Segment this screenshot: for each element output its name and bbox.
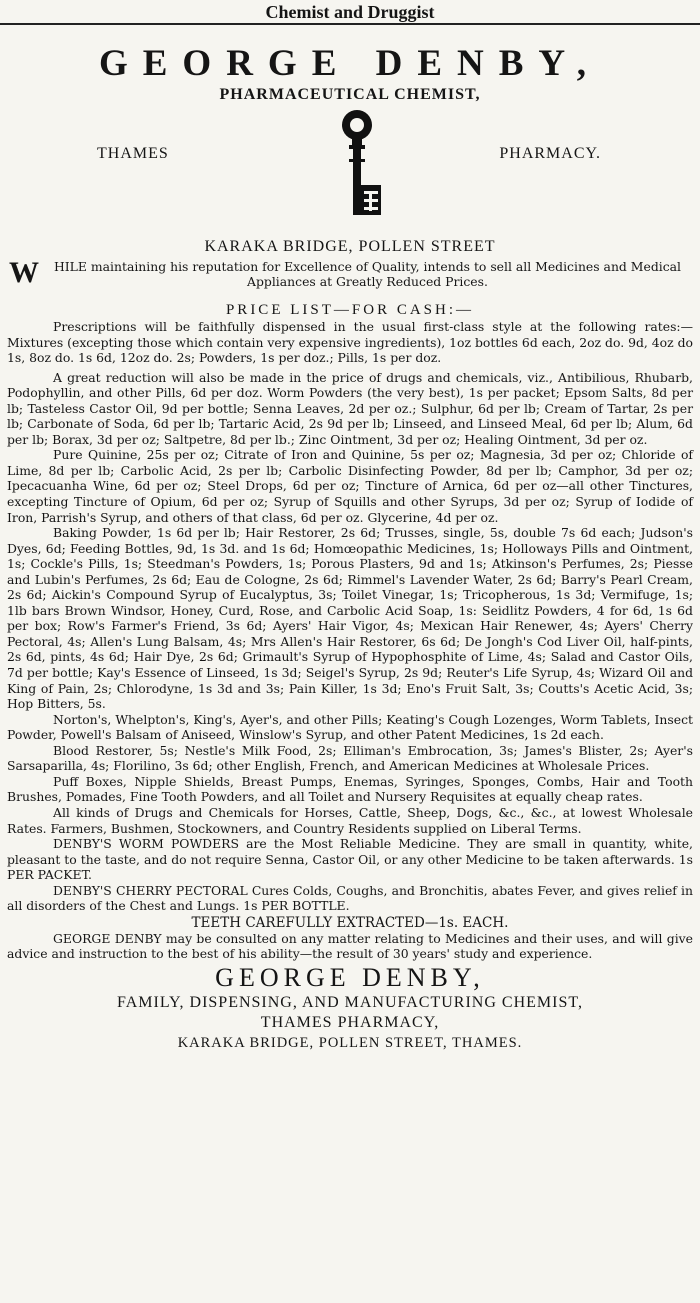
paragraph-toilet: Puff Boxes, Nipple Shields, Breast Pumps, Enemas, Syringes, Sponges, Combs, Hair and Tooth Brushes, Pomades, Fine Tooth Powders, and all Toilet and Nursery Requisites at equally cheap rates. xyxy=(7,773,693,805)
intro-text: HILE maintaining his reputation for Excellence of Quality, intends to sell all Medicines and Medical Appliances at Greatly Reduced Prices. xyxy=(53,259,682,289)
thames-label: THAMES xyxy=(97,145,169,162)
paragraph-animals: All kinds of Drugs and Chemicals for Horses, Cattle, Sheep, Dogs, &c., &c., at lowest Wholesale Rates. Farmers, Bushmen, Stockowners, and Country Residents supplied on Liberal Terms. xyxy=(7,804,693,836)
footer-line-2: THAMES PHARMACY, xyxy=(260,1013,440,1031)
price-list-heading: PRICE LIST—FOR CASH:— xyxy=(225,302,475,318)
footer-line-3: KARAKA BRIDGE, POLLEN STREET, THAMES. xyxy=(177,1034,523,1051)
price-list-body xyxy=(7,319,693,962)
paragraph-drugs: A great reduction will also be made in the price of drugs and chemicals, viz., Antibilious, Rhubarb, Podophyllin, and other Pills, 6d per doz. Worm Powders (the very best), 1s per packet; Epsom Salts, 8d per lb; Tasteless Castor Oil, 9d per bottle; Senna Leaves, 2d per oz.; Sulphur, 6d per lb; Cream of Tartar, 2s per lb; Carbonate of Soda, 6d per lb; Tartaric Acid, 2s 9d per lb; Linseed, and Linseed Meal, 6d per lb; Alum, 6d per lb; Borax, 3d per oz; Saltpetre, 8d per lb.; Zinc Ointment, 3d per oz; Healing Ointment, 3d per oz. xyxy=(7,369,693,447)
pharmacy-label: PHARMACY. xyxy=(499,145,601,162)
paragraph-sundries: Baking Powder, 1s 6d per lb; Hair Restorer, 2s 6d; Trusses, single, 5s, double 7s 6d each; Judson's Dyes, 6d; Feeding Bottles, 9d, 1s 3d. and 1s 6d; Homœopathic Medicines, 1s; Holloways Pills and Ointment, 1s; Cockle's Pills, 1s; Steedman's Powders, 1s; Porous Plasters, 9d and 1s; Atkinson's Perfumes, 2s; Piesse and Lubin's Perfumes, 2s 6d; Eau de Cologne, 2s 6d; Rimmel's Lavender Water, 2s 6d; Barry's Pearl Cream, 2s 6d; Aickin's Compound Syrup of Eucalyptus, 3s; Toilet Vinegar, 1s; Tricopherous, 1s 3d; Vermifuge, 1s; 1lb bars Brown Windsor, Honey, Curd, Rose, and Carbolic Acid Soap, 1s: Seidlitz Powders, 4 for 6d, 1s 6d per box; Row's Farmer's Friend, 3s 6d; Ayers' Hair Vigor, 4s; Mexican Hair Renewer, 4s; Ayers' Cherry Pectoral, 4s; Allen's Lung Balsam, 4s; Mrs Allen's Hair Restorer, 6s 6d; De Jongh's Cod Liver Oil, half-pints, 2s 6d, pints, 4s 6d; Hair Dye, 2s 6d; Grimault's Syrup of Hypophosphite of Lime, 4s; Salad and Castor Oils, 7d per bottle; Kay's Essence of Linseed, 1s 3d; Seigel's Syrup, 2s 9d; Reuter's Life Syrup, 4s; Wizard Oil and King of Pain, 2s; Chlorodyne, 1s 3d and 3s; Pain Killer, 1s 3d; Eno's Fruit Salt, 3s; Coutts's Acetic Acid, 3s; Hop Bitters, 5s. xyxy=(7,525,693,712)
drop-cap: W xyxy=(9,256,39,289)
teeth-line: TEETH CAREFULLY EXTRACTED—1s. EACH. xyxy=(191,914,509,931)
address: KARAKA BRIDGE, POLLEN STREET xyxy=(204,238,496,255)
paragraph-prescriptions: Prescriptions will be faithfully dispensed in the usual first-class style at the following rates:—Mixtures (excepting those which contain very expensive ingredients), 1oz bottles 6d each, 2oz do. 9d, 4oz do 1s, 8oz do. 1s 6d, 12oz do. 2s; Powders, 1s per doz.; Pills, 1s per doz. xyxy=(7,319,693,366)
intro xyxy=(7,256,693,289)
paragraph-cherry-pectoral: DENBY'S CHERRY PECTORAL Cures Colds, Coughs, and Bronchitis, abates Fever, and gives relief in all disorders of the Chest and Lungs. 1s PER BOTTLE. xyxy=(7,882,693,914)
section-header: Chemist and Druggist xyxy=(0,0,700,25)
paragraph-pills: Norton's, Whelpton's, King's, Ayer's, and other Pills; Keating's Cough Lozenges, Worm Tablets, Insect Powder, Powell's Balsam of Aniseed, Winslow's Syrup, and other Patent Medicines, 1s 2d each. xyxy=(7,711,693,743)
paragraph-quinine: Pure Quinine, 25s per oz; Citrate of Iron and Quinine, 5s per oz; Magnesia, 3d per oz; Chloride of Lime, 8d per lb; Carbolic Acid, 2s per lb; Carbolic Disinfecting Powder, 8d per lb; Camphor, 3d per oz; Ipecacuanha Wine, 6d per oz; Steel Drops, 6d per oz; Tincture of Arnica, 6d per oz—all other Tinctures, excepting Tincture of Opium, 6d per oz; Syrup of Squills and other Syrups, 3d per oz; Syrup of Iodide of Iron, Parrish's Syrup, and others of that class, 6d per oz. Glycerine, 4d per oz. xyxy=(7,447,693,525)
key-row xyxy=(7,109,693,227)
footer-line-1: FAMILY, DISPENSING, AND MANUFACTURING CHEMIST, xyxy=(117,993,583,1011)
paragraph-blood-restorer: Blood Restorer, 5s; Nestle's Milk Food, 2s; Elliman's Embrocation, 3s; James's Blister, 2s; Ayer's Sarsaparilla, 4s; Florilino, 3s 6d; other English, French, and American Medicines at Wholesale Prices. xyxy=(7,742,693,774)
business-name: GEORGE DENBY, xyxy=(98,43,602,84)
paragraph-consult: GEORGE DENBY may be consulted on any matter relating to Medicines and their uses, and will give advice and instruction to the best of his ability—the result of 30 years' study and experience. xyxy=(7,930,693,962)
footer-name: GEORGE DENBY, xyxy=(215,962,485,992)
key-icon xyxy=(333,107,385,225)
business-title: PHARMACEUTICAL CHEMIST, xyxy=(219,86,481,103)
paragraph-worm-powders: DENBY'S WORM POWDERS are the Most Reliable Medicine. They are small in quantity, white, pleasant to the taste, and do not require Senna, Castor Oil, or any other Medicine to be taken afterwards. 1s PER PACKET. xyxy=(7,836,693,883)
